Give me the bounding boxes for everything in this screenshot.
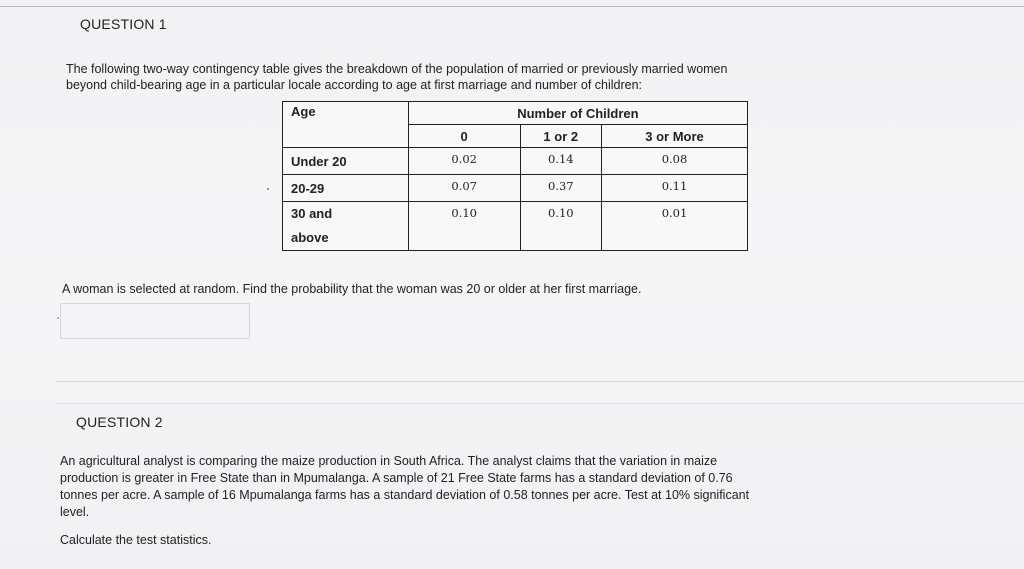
contingency-table <box>282 101 748 251</box>
table-row <box>283 175 748 202</box>
row-label <box>283 202 409 251</box>
table-cell: 0.10 <box>520 202 602 251</box>
question-1-title: QUESTION 1 <box>80 16 167 32</box>
table-cell: 0.37 <box>520 175 602 202</box>
table-header-col-2: 3 or More <box>602 125 748 148</box>
question-2-body-line-3: tonnes per acre. A sample of 16 Mpumalanga farms has a standard deviation of 0.58 tonnes per acre. Test at 10% significant <box>60 488 750 502</box>
question-1-prompt: A woman is selected at random. Find the probability that the woman was 20 or older at her first marriage. <box>62 282 642 296</box>
table-cell: 0.07 <box>408 175 520 202</box>
question-1-intro <box>66 61 936 93</box>
row-label-line-1: 30 and <box>291 206 333 221</box>
table-cell: 0.01 <box>602 202 748 251</box>
row-label: 20-29 <box>283 175 409 202</box>
question-1-intro-line-1: The following two-way contingency table gives the breakdown of the population of married or previously married women <box>66 62 728 76</box>
table-header-number-of-children: Number of Children <box>408 102 747 125</box>
answer-input[interactable] <box>60 303 250 339</box>
row-label: Under 20 <box>283 148 409 175</box>
table-row <box>283 202 748 251</box>
table-cell: 0.14 <box>520 148 602 175</box>
table-header-col-0: 0 <box>408 125 520 148</box>
table-cell: 0.10 <box>408 202 520 251</box>
stray-dot <box>57 317 59 319</box>
question-2-title: QUESTION 2 <box>76 414 163 430</box>
table-row <box>283 148 748 175</box>
table-cell: 0.08 <box>602 148 748 175</box>
question-2-body-line-4: level. <box>60 505 90 519</box>
question-2-body <box>60 453 950 521</box>
stray-dot <box>267 188 269 190</box>
table-header-col-1: 1 or 2 <box>520 125 602 148</box>
table-header-age: Age <box>283 102 409 148</box>
section-divider <box>55 381 1024 382</box>
question-2-body-line-1: An agricultural analyst is comparing the maize production in South Africa. The analyst claims that the variation in maize <box>60 454 718 468</box>
top-rule <box>0 6 1024 7</box>
question-2-task: Calculate the test statistics. <box>60 533 212 547</box>
table-cell: 0.11 <box>602 175 748 202</box>
table-cell: 0.02 <box>408 148 520 175</box>
section-divider <box>55 403 1024 404</box>
question-2-body-line-2: production is greater in Free State than in Mpumalanga. A sample of 21 Free State farms has a standard deviation of 0.76 <box>60 471 733 485</box>
question-1-intro-line-2: beyond child-bearing age in a particular locale according to age at first marriage and number of children: <box>66 78 643 92</box>
row-label-line-2: above <box>291 230 329 245</box>
